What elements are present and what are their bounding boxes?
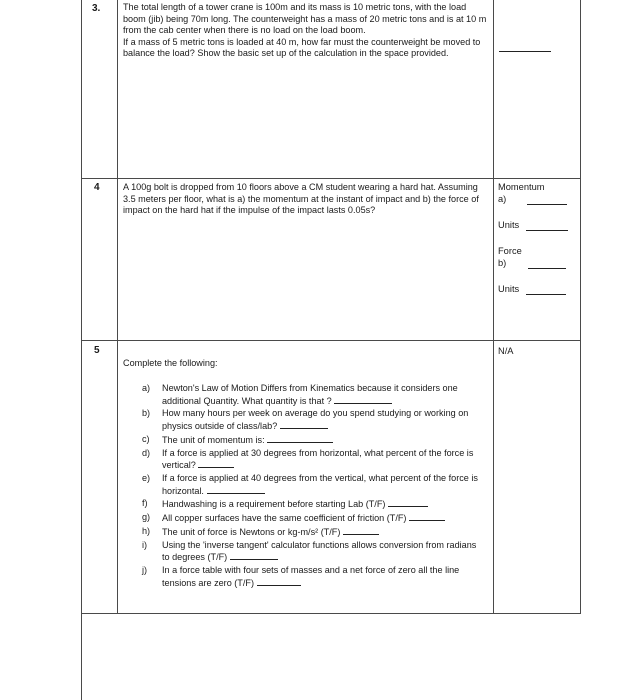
item-a-text: Newton's Law of Motion Differs from Kinematics because it considers one additional Quantity. What quantity is that ? xyxy=(162,383,458,406)
question-5-items xyxy=(142,383,484,590)
item-h-text: The unit of force is Newtons or kg-m/s² (T/F) xyxy=(162,526,341,537)
item-c-text: The unit of momentum is: xyxy=(162,434,265,445)
item-f-label: f) xyxy=(142,498,148,509)
item-e-blank[interactable] xyxy=(207,485,265,494)
force-units-blank[interactable] xyxy=(526,294,566,295)
question-5-number: 5 xyxy=(94,345,100,356)
momentum-label: Momentum xyxy=(498,182,545,192)
answer-column-divider xyxy=(493,0,494,614)
list-item-d xyxy=(142,448,484,472)
item-e-text: If a force is applied at 40 degrees from the vertical, what percent of the force is horizontal. xyxy=(162,472,478,496)
item-j-label: j) xyxy=(142,565,148,575)
item-j-blank[interactable] xyxy=(257,577,301,586)
question-5-answer-na: N/A xyxy=(498,346,514,356)
list-item-g xyxy=(142,512,484,525)
item-h-label: h) xyxy=(142,525,151,536)
item-b-label: b) xyxy=(142,408,151,419)
list-item-a xyxy=(142,383,484,407)
item-b-blank[interactable] xyxy=(280,420,328,429)
item-g-label: g) xyxy=(142,512,151,523)
question-3-text xyxy=(123,2,490,60)
list-item-e xyxy=(142,473,484,497)
question-4-number: 4 xyxy=(94,182,100,193)
item-i-label: i) xyxy=(142,539,148,550)
question-5-intro: Complete the following: xyxy=(123,358,218,368)
item-g-text: All copper surfaces have the same coefficient of friction (T/F) xyxy=(162,513,407,524)
force-label: Force xyxy=(498,246,522,256)
table-right-border xyxy=(580,0,581,614)
item-c-label: c) xyxy=(142,433,150,444)
item-c-blank[interactable] xyxy=(267,434,333,443)
item-a-blank[interactable] xyxy=(334,395,392,404)
list-item-b xyxy=(142,408,484,432)
list-item-c xyxy=(142,434,484,447)
item-i-blank[interactable] xyxy=(230,551,278,560)
momentum-units-label: Units xyxy=(498,220,520,230)
item-f-blank[interactable] xyxy=(388,498,428,507)
question-4-text: A 100g bolt is dropped from 10 floors above a CM student wearing a hard hat. Assuming 3.5 meters per floor, what is a) the momentum at the instant of impact and b) the force of impact on the hard hat if the impulse of the impact lasts 0.05s? xyxy=(123,182,479,216)
question-3-paragraph-2: If a mass of 5 metric tons is loaded at 40 m, how far must the counterweight be moved to balance the load? Show the basic set up of the calculation in the space provided. xyxy=(123,36,481,59)
item-b-text: How many hours per week on average do you spend studying or working on physics outside of class/lab? xyxy=(162,408,469,431)
momentum-answer-blank[interactable] xyxy=(527,204,567,205)
item-h-blank[interactable] xyxy=(343,526,379,535)
table-left-border xyxy=(81,0,82,700)
momentum-a-label: a) xyxy=(498,194,507,204)
item-d-label: d) xyxy=(142,447,151,458)
item-i-text: Using the 'inverse tangent' calculator functions allows conversion from radians to degrees (T/F) xyxy=(162,539,477,563)
list-item-f xyxy=(142,498,484,511)
question-3-answer-blank[interactable] xyxy=(499,51,551,52)
row-divider-4-5 xyxy=(81,340,581,341)
force-answer-blank[interactable] xyxy=(528,268,566,269)
item-d-blank[interactable] xyxy=(198,459,234,468)
question-3-paragraph-1: The total length of a tower crane is 100m and its mass is 10 metric tons, with the load boom (jib) being 70m long. The counterweight has a mass of 20 metric tons and is at 10 m from the cab center when there is no load on the load boom. xyxy=(123,2,487,36)
number-column-divider xyxy=(117,0,118,614)
item-j-text: In a force table with four sets of masses and a net force of zero all the line tensions are zero (T/F) xyxy=(162,565,460,588)
item-e-label: e) xyxy=(142,472,151,483)
force-b-label: b) xyxy=(498,258,507,268)
list-item-h xyxy=(142,526,484,539)
item-g-blank[interactable] xyxy=(409,512,445,521)
table-bottom-border xyxy=(81,613,581,614)
list-item-i xyxy=(142,540,484,564)
question-3-number: 3. xyxy=(92,3,101,14)
row-divider-3-4 xyxy=(81,178,581,179)
momentum-units-blank[interactable] xyxy=(526,230,568,231)
force-units-label: Units xyxy=(498,284,520,294)
item-a-label: a) xyxy=(142,383,151,393)
item-d-text: If a force is applied at 30 degrees from horizontal, what percent of the force is vertical? xyxy=(162,447,474,471)
list-item-j xyxy=(142,565,484,589)
item-f-text: Handwashing is a requirement before starting Lab (T/F) xyxy=(162,499,386,510)
